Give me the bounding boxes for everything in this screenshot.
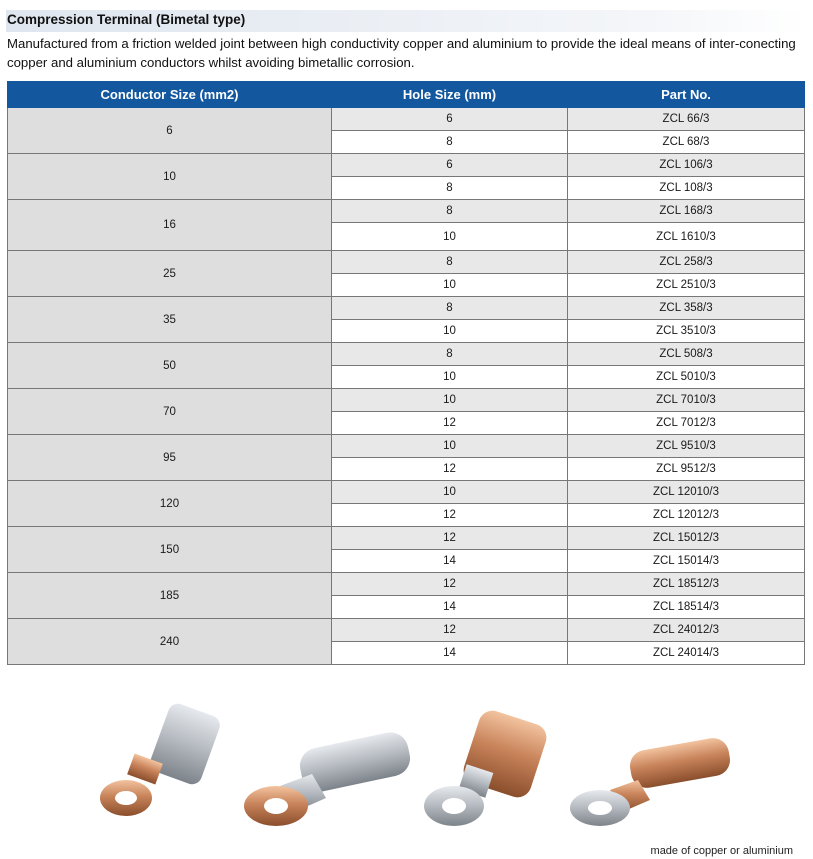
hole-size-cell: 8 [332,131,568,154]
part-no-cell: ZCL 15014/3 [568,550,805,573]
part-no-cell: ZCL 168/3 [568,200,805,223]
part-no-cell: ZCL 1610/3 [568,223,805,251]
conductor-size-cell: 95 [8,435,332,481]
part-no-cell: ZCL 508/3 [568,343,805,366]
hole-size-cell: 12 [332,412,568,435]
hole-size-cell: 12 [332,527,568,550]
conductor-size-cell: 185 [8,573,332,619]
hole-size-cell: 8 [332,200,568,223]
hole-size-cell: 8 [332,343,568,366]
part-no-cell: ZCL 66/3 [568,108,805,131]
part-no-cell: ZCL 108/3 [568,177,805,200]
table-row [8,573,805,596]
hole-size-cell: 6 [332,108,568,131]
table-row [8,619,805,642]
table-row [8,343,805,366]
table-row [8,108,805,131]
part-no-cell: ZCL 258/3 [568,251,805,274]
hole-size-cell: 12 [332,573,568,596]
terminal-image-4 [570,736,733,826]
table-body [8,108,805,665]
page-title: Compression Terminal (Bimetal type) [7,12,246,27]
conductor-size-cell: 120 [8,481,332,527]
conductor-size-cell: 70 [8,389,332,435]
table-row [8,435,805,458]
part-no-cell: ZCL 3510/3 [568,320,805,343]
part-no-cell: ZCL 9512/3 [568,458,805,481]
conductor-size-cell: 150 [8,527,332,573]
table-row [8,481,805,504]
table-row [8,154,805,177]
table-row [8,297,805,320]
terminal-image-3 [424,707,550,826]
table-row [8,251,805,274]
hole-size-cell: 10 [332,223,568,251]
part-no-cell: ZCL 24014/3 [568,642,805,665]
hole-size-cell: 8 [332,251,568,274]
table-row [8,389,805,412]
hole-size-cell: 12 [332,504,568,527]
part-no-cell: ZCL 2510/3 [568,274,805,297]
part-no-cell: ZCL 18512/3 [568,573,805,596]
part-no-cell: ZCL 12010/3 [568,481,805,504]
conductor-size-cell: 240 [8,619,332,665]
part-no-cell: ZCL 358/3 [568,297,805,320]
table-row [8,200,805,223]
hole-size-cell: 12 [332,619,568,642]
part-no-cell: ZCL 18514/3 [568,596,805,619]
part-no-cell: ZCL 68/3 [568,131,805,154]
hole-size-cell: 14 [332,550,568,573]
conductor-size-cell: 25 [8,251,332,297]
conductor-size-cell: 50 [8,343,332,389]
part-no-cell: ZCL 12012/3 [568,504,805,527]
terminal-image-2 [244,729,413,826]
part-no-cell: ZCL 5010/3 [568,366,805,389]
part-no-cell: ZCL 7012/3 [568,412,805,435]
hole-size-cell: 8 [332,297,568,320]
image-caption: made of copper or aluminium [650,845,793,857]
part-no-cell: ZCL 9510/3 [568,435,805,458]
hole-size-cell: 10 [332,274,568,297]
terminal-image-1 [100,701,223,816]
hole-size-cell: 12 [332,458,568,481]
hole-size-cell: 10 [332,481,568,504]
table-row [8,527,805,550]
header-conductor-size: Conductor Size (mm2) [8,82,332,108]
hole-size-cell: 6 [332,154,568,177]
conductor-size-cell: 6 [8,108,332,154]
spec-table [7,81,805,665]
hole-size-cell: 10 [332,320,568,343]
part-no-cell: ZCL 15012/3 [568,527,805,550]
hole-size-cell: 8 [332,177,568,200]
conductor-size-cell: 16 [8,200,332,251]
table-header-row [8,82,805,108]
conductor-size-cell: 10 [8,154,332,200]
conductor-size-cell: 35 [8,297,332,343]
part-no-cell: ZCL 7010/3 [568,389,805,412]
header-part-no: Part No. [568,82,805,108]
header-hole-size: Hole Size (mm) [332,82,568,108]
hole-size-cell: 14 [332,642,568,665]
hole-size-cell: 10 [332,366,568,389]
hole-size-cell: 10 [332,435,568,458]
hole-size-cell: 10 [332,389,568,412]
part-no-cell: ZCL 24012/3 [568,619,805,642]
description: Manufactured from a friction welded joint between high conductivity copper and aluminium to provide the ideal means of inter-conecting copper and aluminium conductors whilst avoiding bimetallic corrosion. [7,36,796,70]
terminal-photos [90,700,750,840]
hole-size-cell: 14 [332,596,568,619]
part-no-cell: ZCL 106/3 [568,154,805,177]
